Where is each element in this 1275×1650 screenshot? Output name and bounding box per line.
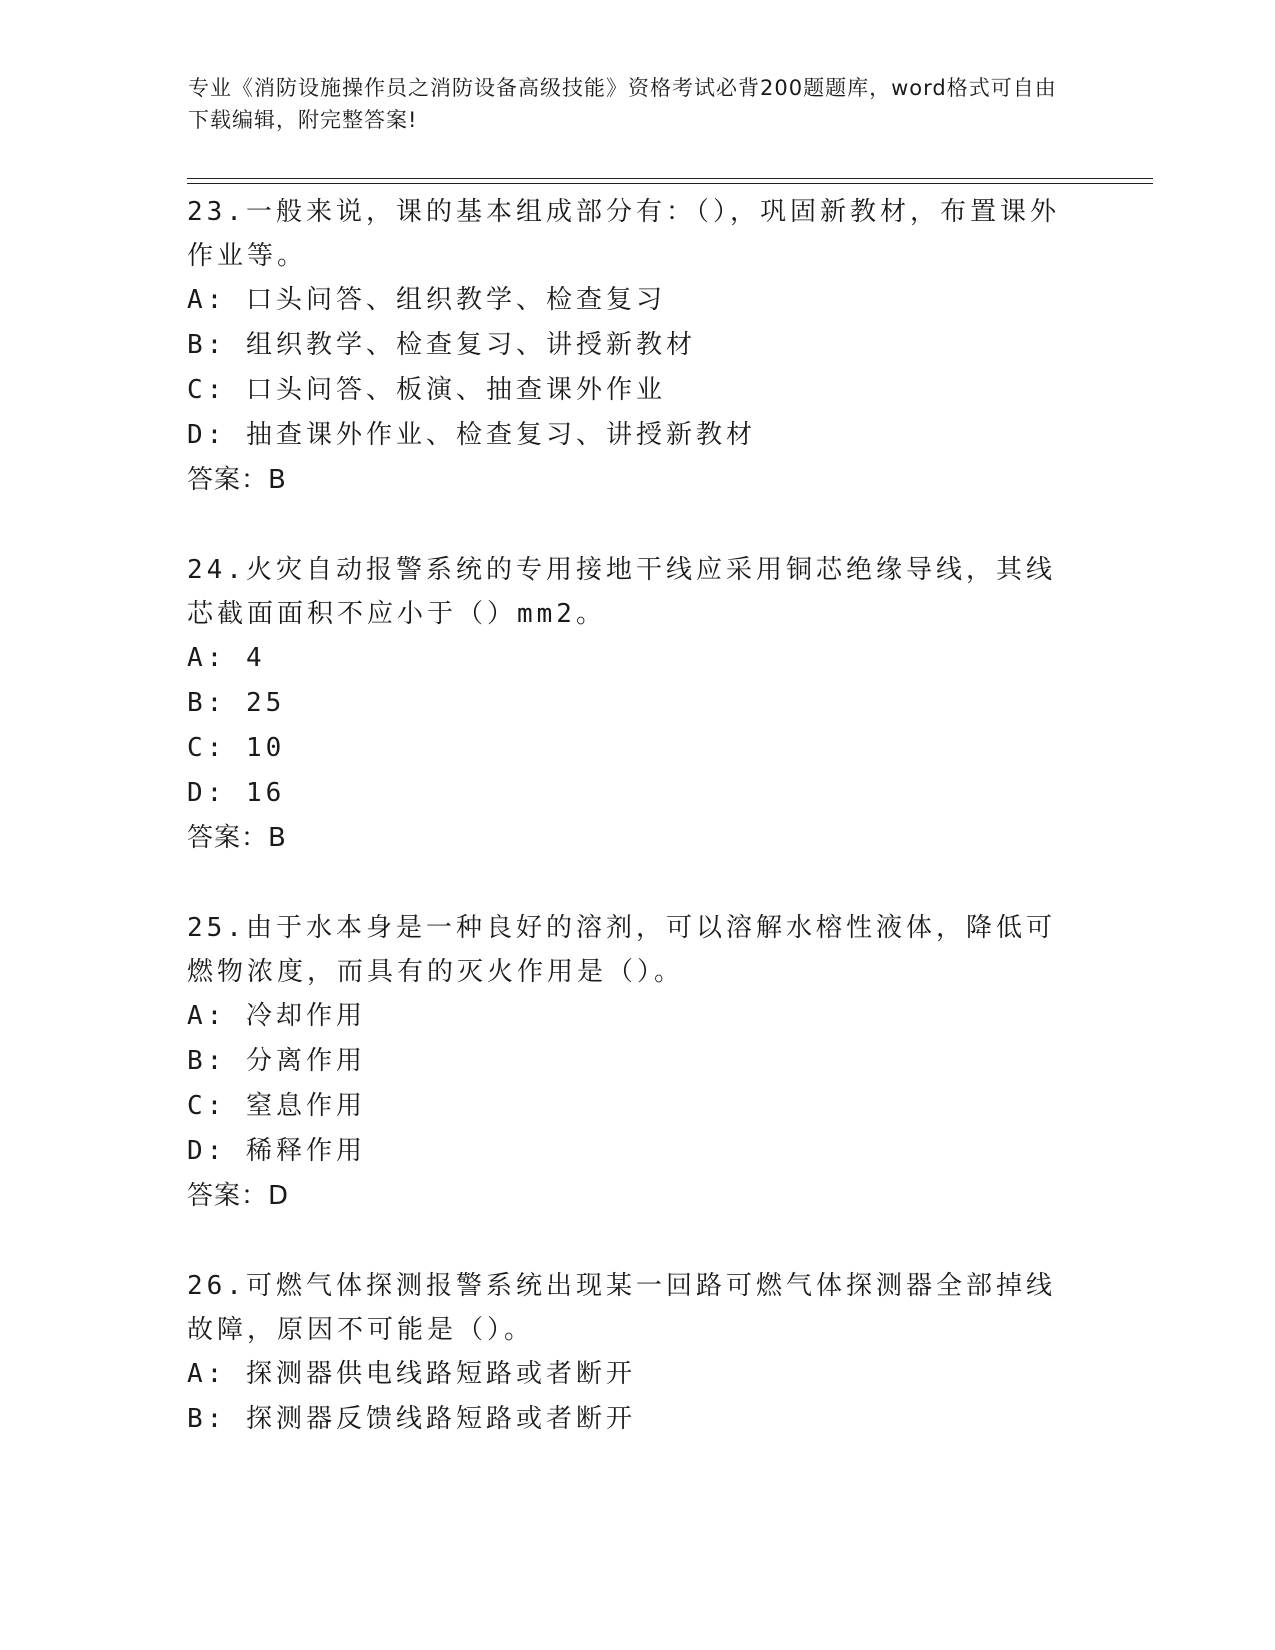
question-stem: 23.一般来说，课的基本组成部分有：（），巩固新教材，布置课外作业等。 — [187, 197, 1060, 271]
question-stem: 24.火灾自动报警系统的专用接地干线应采用铜芯绝缘导线，其线芯截面面积不应小于（）mm2。 — [187, 555, 1056, 629]
option-c: C: 窒息作用 — [187, 1091, 366, 1121]
header-divider-bottom — [187, 183, 1153, 184]
answer-line: 答案：B — [187, 823, 287, 853]
question-25 — [187, 906, 1087, 1218]
option-d: D: 稀释作用 — [187, 1136, 366, 1166]
option-c: C: 口头问答、板演、抽查课外作业 — [187, 375, 666, 405]
option-b: B: 探测器反馈线路短路或者断开 — [187, 1404, 636, 1434]
question-list — [187, 190, 1087, 1488]
option-b: B: 分离作用 — [187, 1046, 366, 1076]
option-d: D: 16 — [187, 778, 286, 808]
option-a: A: 4 — [187, 643, 266, 673]
option-a: A: 冷却作用 — [187, 1001, 366, 1031]
question-stem: 25.由于水本身是一种良好的溶剂，可以溶解水榕性液体，降低可燃物浓度，而具有的灭火作用是（）。 — [187, 913, 1056, 987]
header-divider-top — [187, 178, 1153, 179]
option-b: B: 25 — [187, 688, 286, 718]
option-a: A: 探测器供电线路短路或者断开 — [187, 1359, 636, 1389]
option-d: D: 抽查课外作业、检查复习、讲授新教材 — [187, 420, 756, 450]
answer-line: 答案：B — [187, 465, 287, 495]
question-24 — [187, 548, 1087, 860]
question-23 — [187, 190, 1087, 502]
option-b: B: 组织教学、检查复习、讲授新教材 — [187, 330, 696, 360]
answer-line: 答案：D — [187, 1181, 290, 1211]
document-header: 专业《消防设施操作员之消防设备高级技能》资格考试必背200题题库，word格式可自由下载编辑，附完整答案! — [188, 76, 1057, 132]
question-stem: 26.可燃气体探测报警系统出现某一回路可燃气体探测器全部掉线故障，原因不可能是（）。 — [187, 1271, 1056, 1345]
question-26 — [187, 1264, 1087, 1442]
option-c: C: 10 — [187, 733, 286, 763]
option-a: A: 口头问答、组织教学、检查复习 — [187, 285, 666, 315]
